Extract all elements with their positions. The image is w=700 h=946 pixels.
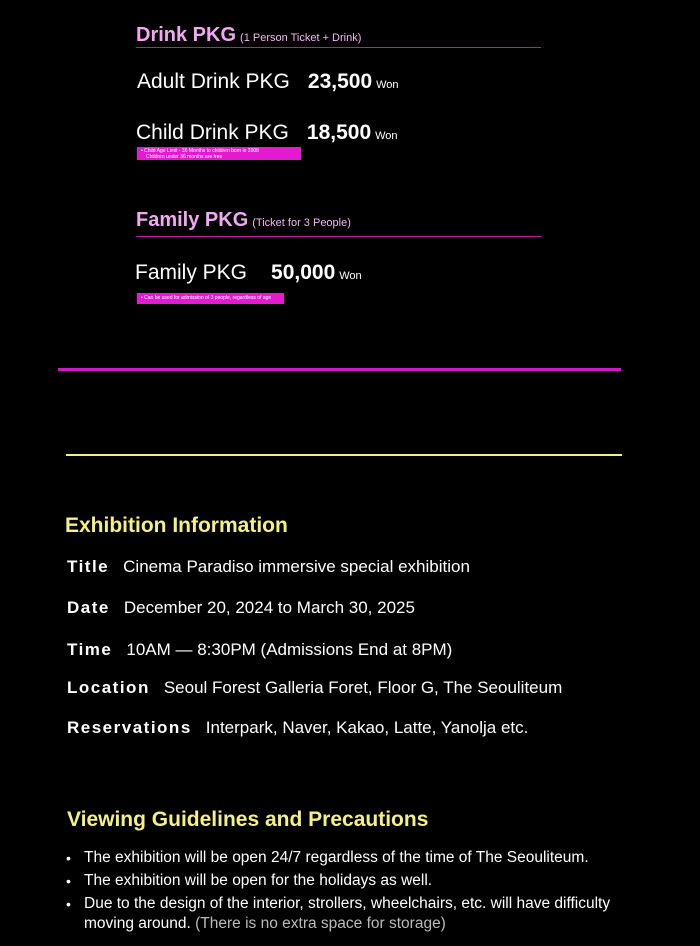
family-pkg-note — [137, 293, 284, 304]
info-row-date — [67, 598, 415, 618]
family-pkg-note-text: • Can be used for admission of 3 people, regardless of age — [141, 295, 272, 301]
family-pkg-divider — [136, 236, 541, 237]
yellow-section-divider — [66, 454, 622, 456]
adult-drink-pkg-label: Adult Drink PKG — [137, 70, 290, 93]
child-drink-pkg-row — [136, 121, 398, 145]
family-pkg-label: Family PKG — [135, 261, 248, 284]
child-age-note-line2: Children under 36 months are free — [146, 154, 223, 160]
info-row-reservations — [67, 718, 528, 738]
info-label-date: Date — [67, 598, 110, 617]
guideline-item — [66, 848, 626, 868]
family-pkg-heading — [136, 209, 351, 232]
drink-pkg-subtitle: (1 Person Ticket + Drink) — [240, 32, 362, 44]
adult-drink-pkg-unit: Won — [376, 79, 399, 91]
guideline-item — [66, 894, 626, 934]
bullet-icon: • — [66, 850, 71, 866]
info-value-location: Seoul Forest Galleria Foret, Floor G, The Seouliteum — [163, 678, 563, 697]
exhibition-info-heading: Exhibition Information — [65, 514, 288, 537]
bullet-icon: • — [66, 873, 71, 889]
bullet-icon: • — [66, 896, 71, 912]
info-label-location: Location — [67, 678, 150, 697]
info-label-title: Title — [67, 557, 110, 576]
info-row-title — [67, 557, 470, 577]
info-value-reservations: Interpark, Naver, Kakao, Latte, Yanolja etc. — [205, 718, 529, 737]
guidelines-heading: Viewing Guidelines and Precautions — [67, 808, 429, 831]
child-drink-pkg-price: 18,500 — [306, 121, 372, 144]
guideline-text: Due to the design of the interior, strollers, wheelchairs, etc. will have difficulty moving around. — [84, 895, 611, 932]
family-pkg-unit: Won — [339, 270, 362, 282]
guideline-item — [66, 871, 626, 891]
child-age-note — [137, 147, 301, 160]
family-pkg-price: 50,000 — [271, 261, 336, 284]
guidelines-list — [66, 848, 626, 937]
info-label-time: Time — [67, 640, 113, 659]
info-label-reservations: Reservations — [67, 718, 192, 737]
info-value-date: December 20, 2024 to March 30, 2025 — [123, 598, 415, 617]
child-age-note-line1: • Child Age Limit - 36 Months to children born in 2008 — [141, 148, 259, 154]
drink-pkg-heading — [136, 24, 361, 47]
drink-pkg-divider — [136, 47, 541, 48]
family-pkg-title: Family PKG — [136, 209, 249, 231]
child-drink-pkg-unit: Won — [375, 130, 398, 142]
guideline-extra-note: (There is no extra space for storage) — [190, 915, 446, 932]
drink-pkg-title: Drink PKG — [136, 24, 237, 46]
pink-section-divider — [58, 368, 621, 371]
adult-drink-pkg-row — [137, 70, 399, 94]
family-pkg-row — [135, 261, 362, 285]
info-row-time — [67, 640, 452, 660]
info-value-time: 10AM — 8:30PM (Admissions End at 8PM) — [126, 640, 453, 659]
info-value-title: Cinema Paradiso immersive special exhibition — [123, 557, 470, 576]
adult-drink-pkg-price: 23,500 — [307, 70, 373, 93]
family-pkg-subtitle: (Ticket for 3 People) — [252, 217, 351, 229]
guideline-text: The exhibition will be open for the holidays as well. — [84, 872, 433, 889]
guideline-text: The exhibition will be open 24/7 regardless of the time of The Seouliteum. — [84, 849, 589, 866]
child-drink-pkg-label: Child Drink PKG — [136, 121, 289, 144]
info-row-location — [67, 678, 562, 698]
